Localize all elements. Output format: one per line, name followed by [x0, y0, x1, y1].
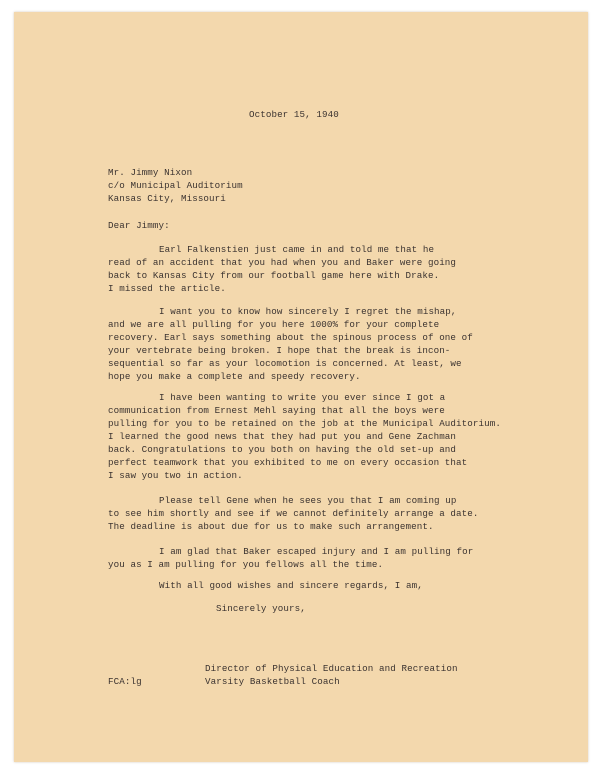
paragraph-line: and we are all pulling for you here 1000% for your complete — [108, 319, 440, 330]
paragraph-line: With all good wishes and sincere regards, I am, — [159, 580, 423, 591]
paragraph-line: I saw you two in action. — [108, 470, 243, 481]
closing: Sincerely yours, — [216, 603, 306, 614]
recipient-line: c/o Municipal Auditorium — [108, 180, 243, 191]
paragraph-line: The deadline is about due for us to make such arrangement. — [108, 521, 434, 532]
paragraph-line: to see him shortly and see if we cannot definitely arrange a date. — [108, 508, 479, 519]
salutation: Dear Jimmy: — [108, 220, 170, 231]
paragraph-line: you as I am pulling for you fellows all the time. — [108, 559, 384, 570]
paragraph-line: Please tell Gene when he sees you that I am coming up — [159, 495, 457, 506]
paragraph-line: Earl Falkenstien just came in and told me that he — [159, 244, 435, 255]
signature-title: Varsity Basketball Coach — [205, 676, 340, 687]
paragraph-line: recovery. Earl says something about the spinous process of one of — [108, 332, 473, 343]
paragraph-line: I have been wanting to write you ever since I got a — [159, 392, 446, 403]
paragraph-line: back. Congratulations to you both on having the old set-up and — [108, 444, 457, 455]
paragraph-line: hope you make a complete and speedy recovery. — [108, 371, 361, 382]
paragraph-line: pulling for you to be retained on the job at the Municipal Auditorium. — [108, 418, 501, 429]
recipient-line: Kansas City, Missouri — [108, 193, 226, 204]
letter-date: October 15, 1940 — [249, 109, 339, 120]
paragraph-line: perfect teamwork that you exhibited to me on every occasion that — [108, 457, 468, 468]
recipient-line: Mr. Jimmy Nixon — [108, 167, 193, 178]
paragraph-line: I am glad that Baker escaped injury and I am pulling for — [159, 546, 474, 557]
paragraph-line: communication from Ernest Mehl saying that all the boys were — [108, 405, 445, 416]
paragraph-line: sequential so far as your locomotion is concerned. At least, we — [108, 358, 462, 369]
initials: FCA:lg — [108, 676, 142, 687]
paragraph-line: I learned the good news that they had put you and Gene Zachman — [108, 431, 457, 442]
paragraph-line: back to Kansas City from our football game here with Drake. — [108, 270, 440, 281]
paragraph-line: I missed the article. — [108, 283, 226, 294]
signature-title: Director of Physical Education and Recreation — [205, 663, 458, 674]
paragraph-line: your vertebrate being broken. I hope that the break is incon- — [108, 345, 451, 356]
paragraph-line: I want you to know how sincerely I regret the mishap, — [159, 306, 457, 317]
paragraph-line: read of an accident that you had when you and Baker were going — [108, 257, 457, 268]
